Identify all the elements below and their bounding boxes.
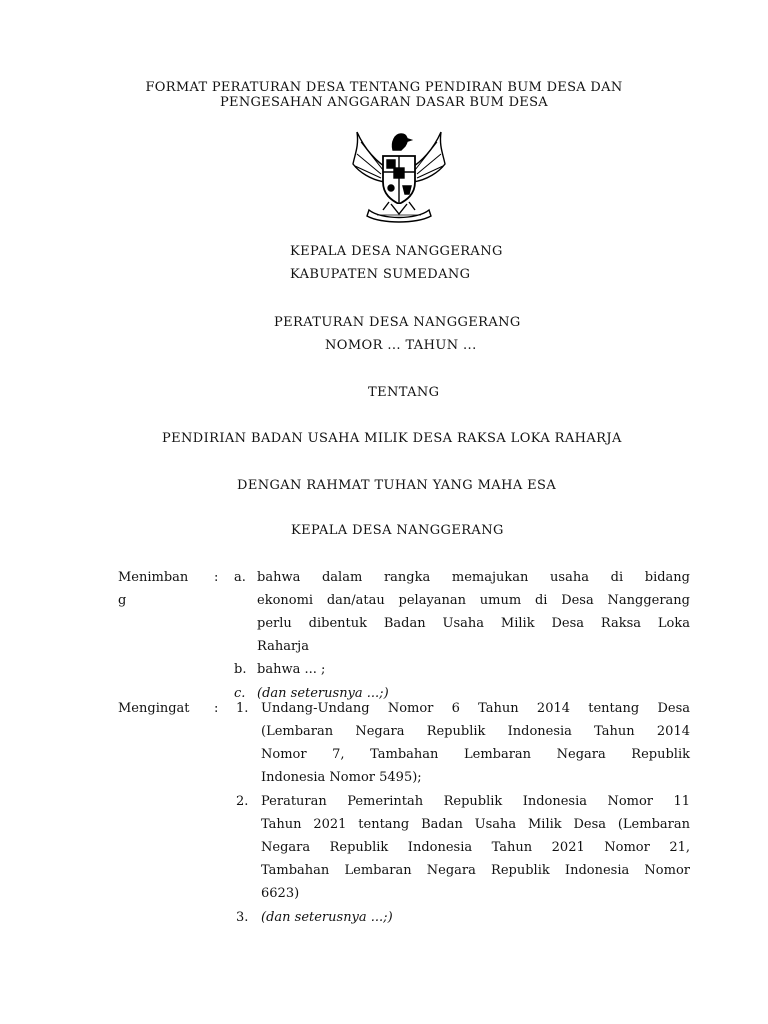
mengingat-item-2-line: Tambahan Lembaran Negara Republik Indonesia Nomor [261,863,690,878]
mengingat-colon: : [214,701,219,716]
menimbang-item-a-line: ekonomi dan/atau pelayanan umum di Desa Nanggerang [257,593,690,608]
menimbang-colon: : [214,570,219,585]
header-kabupaten: KABUPATEN SUMEDANG [290,267,471,282]
mengingat-item-2-line: Peraturan Pemerintah Republik Indonesia Nomor 11 [261,794,690,809]
menimbang-item-b-line: bahwa ... ; [257,662,326,677]
mengingat-item-1-text [261,697,690,789]
mengingat-item-1-line: Undang-Undang Nomor 6 Tahun 2014 tentang Desa [261,701,690,716]
mengingat-item-1-line: Indonesia Nomor 5495); [261,770,422,785]
mengingat-item-3-text [261,906,690,929]
mengingat-item-2-line: Negara Republik Indonesia Tahun 2021 Nomor 21, [261,840,690,855]
mengingat-item-2-marker: 2. [236,794,249,809]
menimbang-item-a-marker: a. [234,570,246,585]
mengingat-item-1-line: (Lembaran Negara Republik Indonesia Tahun 2014 [261,724,690,739]
menimbang-item-a-line: perlu dibentuk Badan Usaha Milik Desa Raksa Loka [257,616,690,631]
menimbang-item-c-line: (dan seterusnya ...;) [257,686,389,701]
header-kepala-desa-2: KEPALA DESA NANGGERANG [291,523,504,538]
document-title-line-1: FORMAT PERATURAN DESA TENTANG PENDIRAN BUM DESA DAN [145,80,623,95]
menimbang-item-b-marker: b. [234,662,247,677]
garuda-pancasila-emblem [347,124,451,224]
mengingat-item-3-marker: 3. [236,910,249,925]
menimbang-section [0,566,768,701]
header-peraturan-desa: PERATURAN DESA NANGGERANG [274,315,521,330]
header-kepala-desa: KEPALA DESA NANGGERANG [290,244,503,259]
header-nomor-tahun: NOMOR ... TAHUN ... [325,338,477,353]
menimbang-label [118,566,202,612]
mengingat-item-1-marker: 1. [236,701,249,716]
header-tentang: TENTANG [368,385,440,400]
mengingat-item-2-text [261,790,690,905]
header-dengan-rahmat: DENGAN RAHMAT TUHAN YANG MAHA ESA [237,478,557,493]
menimbang-label-line-2: g [118,593,127,608]
menimbang-item-c-marker: c. [234,686,246,701]
menimbang-item-a-text [257,566,690,658]
mengingat-item-2-line: 6623) [261,886,300,901]
mengingat-item-2-line: Tahun 2021 tentang Badan Usaha Milik Desa (Lembaran [261,817,690,832]
document-title [0,80,768,110]
document-title-line-2: PENGESAHAN ANGGARAN DASAR BUM DESA [219,95,548,110]
menimbang-label-line-1: Menimban [118,570,189,585]
menimbang-item-a-line: bahwa dalam rangka memajukan usaha di bidang [257,570,690,585]
mengingat-label: Mengingat [118,701,190,716]
mengingat-item-3-line: (dan seterusnya ...;) [261,910,393,925]
mengingat-section [0,697,768,937]
header-judul-peraturan: PENDIRIAN BADAN USAHA MILIK DESA RAKSA LOKA RAHARJA [162,431,622,446]
mengingat-item-1-line: Nomor 7, Tambahan Lembaran Negara Republik [261,747,690,762]
menimbang-item-a-line: Raharja [257,639,309,654]
menimbang-item-b-text [257,658,690,681]
